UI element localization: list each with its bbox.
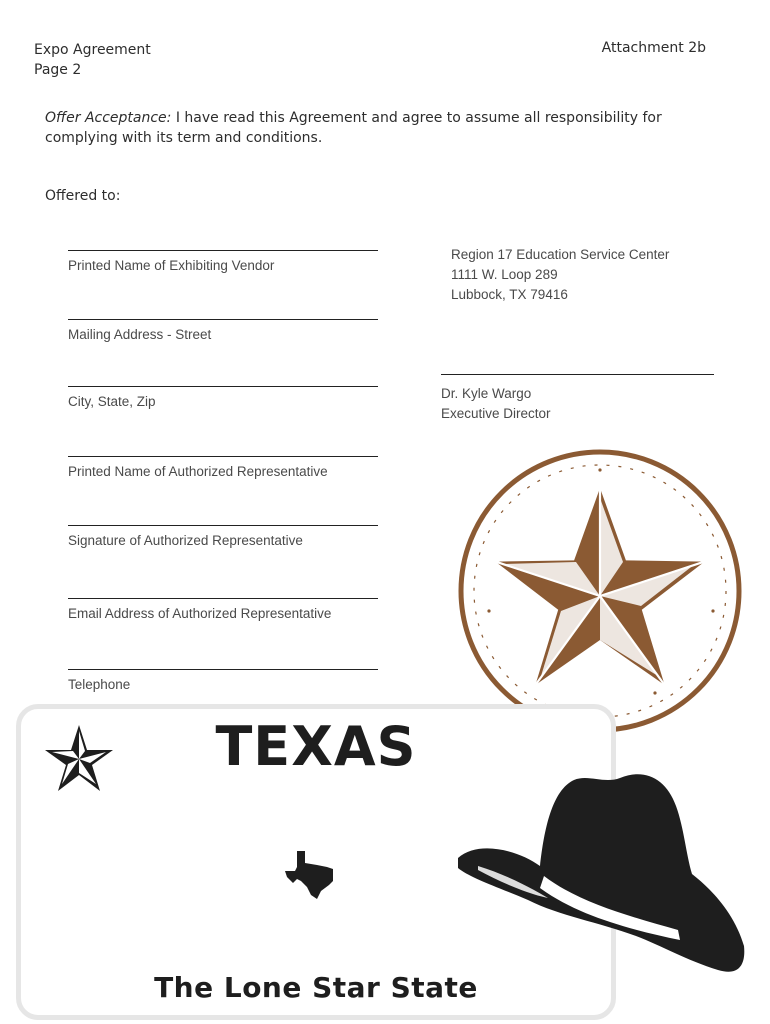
service-center-address <box>451 245 669 305</box>
signature-line <box>68 669 378 670</box>
document-title: Expo Agreement <box>34 42 151 58</box>
director-title: Executive Director <box>441 406 551 421</box>
offered-to-label: Offered to: <box>45 188 121 204</box>
director-name: Dr. Kyle Wargo <box>441 386 532 401</box>
signature-line <box>68 598 378 599</box>
cowboy-hat-icon <box>448 770 748 980</box>
texas-map-icon <box>283 849 335 901</box>
center-name: Region 17 Education Service Center <box>451 247 670 262</box>
vendor-name-field[interactable] <box>68 250 378 273</box>
city-state-zip-field[interactable] <box>68 386 378 409</box>
director-block <box>441 384 551 424</box>
telephone-field[interactable] <box>68 669 378 692</box>
field-label: Email Address of Authorized Representative <box>68 606 332 621</box>
lone-star-seal-icon <box>455 446 745 736</box>
signature-line <box>68 319 378 320</box>
center-street: 1111 W. Loop 289 <box>451 267 558 282</box>
attachment-label: Attachment 2b <box>601 40 706 56</box>
director-signature-line[interactable] <box>441 374 714 375</box>
field-label: Telephone <box>68 677 131 692</box>
offer-acceptance-text: I have read this Agreement and agree to assume all responsibility for complying with its term and conditions. <box>45 110 662 146</box>
field-label: Printed Name of Authorized Representative <box>68 464 328 479</box>
signature-line <box>68 386 378 387</box>
signature-line <box>68 456 378 457</box>
plate-title: TEXAS <box>215 715 417 778</box>
representative-name-field[interactable] <box>68 456 378 479</box>
representative-signature-field[interactable] <box>68 525 378 548</box>
plate-motto: The Lone Star State <box>154 971 478 1004</box>
offer-acceptance-paragraph <box>45 108 685 148</box>
header-left <box>34 40 151 80</box>
field-label: Signature of Authorized Representative <box>68 533 303 548</box>
offer-acceptance-lead: Offer Acceptance: <box>45 110 172 126</box>
center-city: Lubbock, TX 79416 <box>451 287 568 302</box>
field-label: City, State, Zip <box>68 394 156 409</box>
mailing-address-field[interactable] <box>68 319 378 342</box>
field-label: Printed Name of Exhibiting Vendor <box>68 258 275 273</box>
page-number: Page 2 <box>34 62 82 78</box>
signature-line <box>68 525 378 526</box>
signature-line <box>68 250 378 251</box>
field-label: Mailing Address - Street <box>68 327 212 342</box>
representative-email-field[interactable] <box>68 598 378 621</box>
